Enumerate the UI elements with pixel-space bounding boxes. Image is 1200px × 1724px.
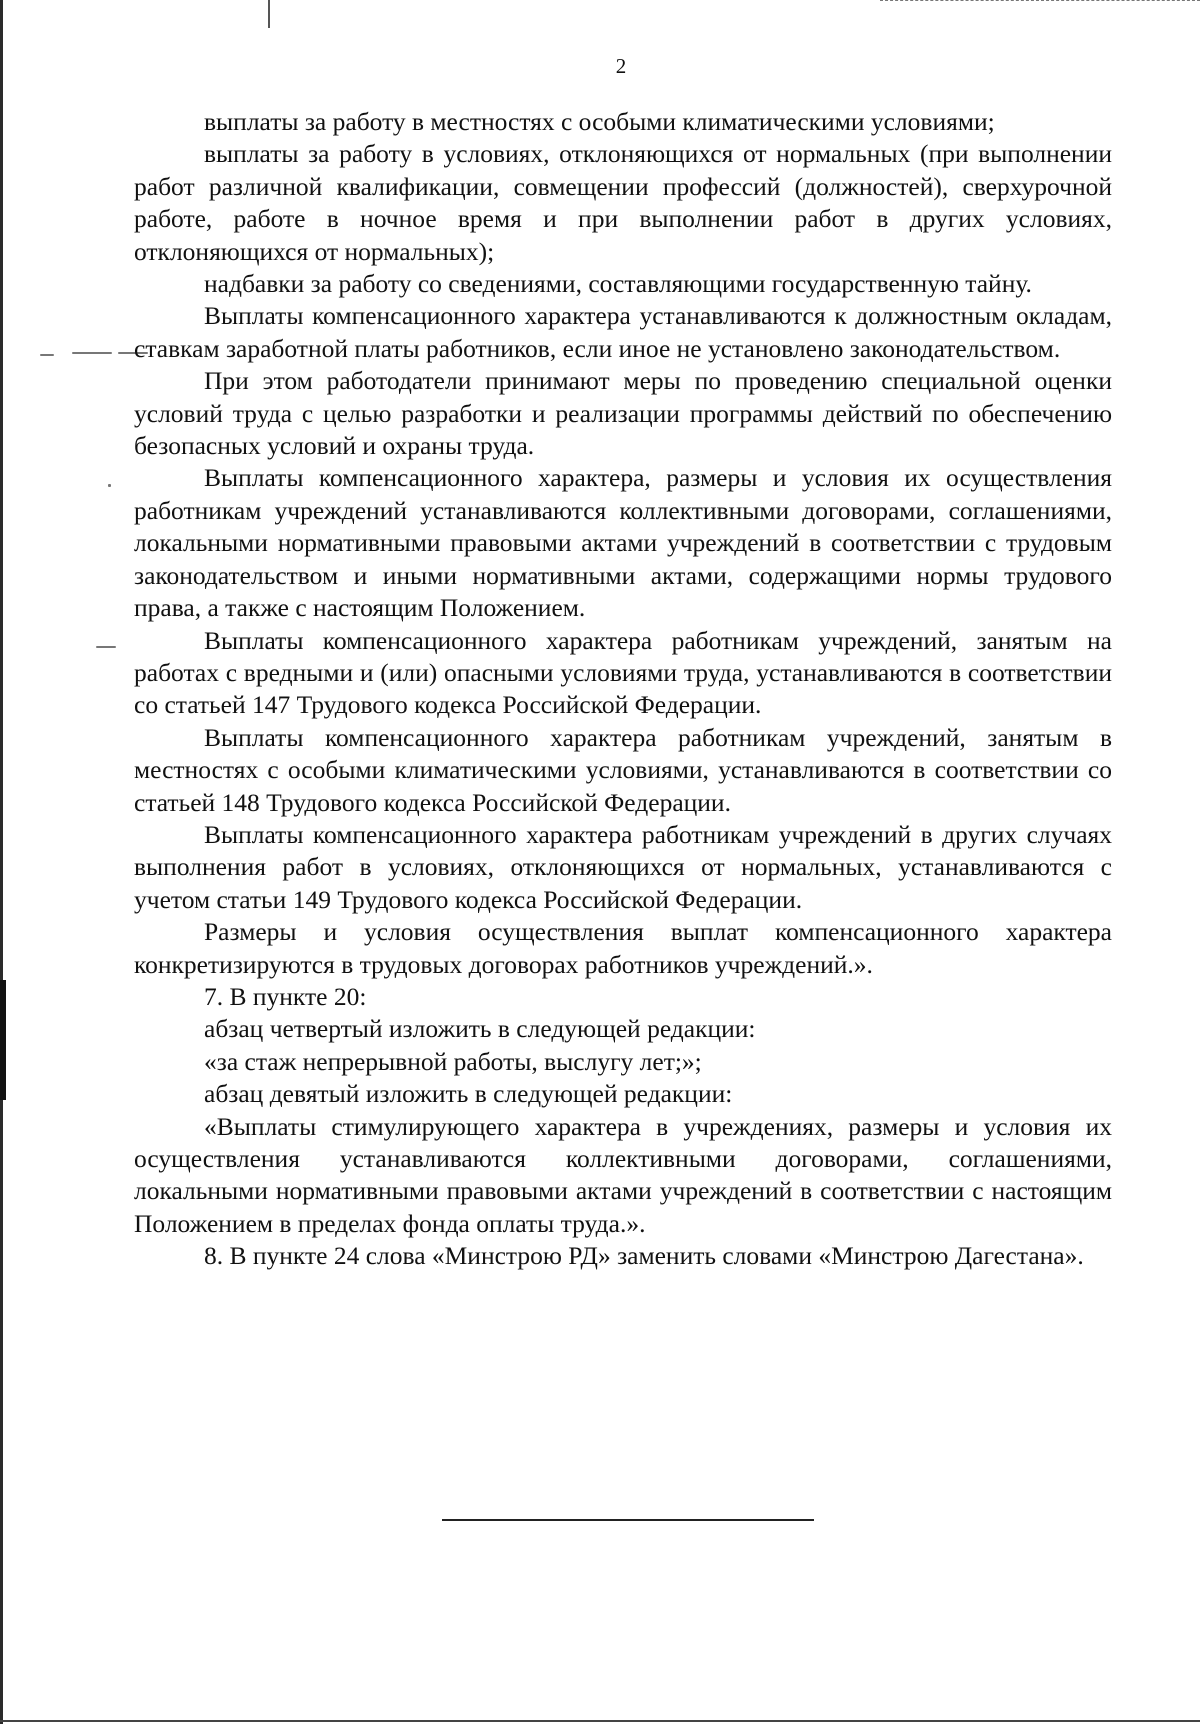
scan-speck bbox=[72, 352, 112, 354]
paragraph: Выплаты компенсационного характера устанавливаются к должностным окладам, ставкам заработной платы работников, если иное не установлено законодательством. bbox=[134, 301, 1112, 363]
document-body bbox=[134, 106, 1112, 1273]
paragraph: «Выплаты стимулирующего характера в учреждениях, размеры и условия их осуществления устанавливаются коллективными договорами, соглашениями, локальными нормативными правовыми актами учреждений в соответствии с настоящим Положением в пределах фонда оплаты труда.». bbox=[134, 1111, 1112, 1238]
scan-top-edge bbox=[880, 0, 1200, 2]
paragraph: Выплаты компенсационного характера работникам учреждений, занятым в местностях с особыми климатическими условиями, устанавливаются в соответствии со статьей 148 Трудового кодекса Российской Федерации. bbox=[134, 722, 1112, 817]
paragraph: При этом работодатели принимают меры по проведению специальной оценки условий труда с целью разработки и реализации программы действий по обеспечению безопасных условий и охраны труда. bbox=[134, 366, 1112, 461]
page-number: 2 bbox=[615, 54, 627, 78]
paragraph: Выплаты компенсационного характера работникам учреждений, занятым на работах с вредными и (или) опасными условиями труда, устанавливаются в соответствии со статьей 147 Трудового кодекса Российской Федерации. bbox=[134, 625, 1112, 720]
scan-speck bbox=[96, 646, 116, 648]
paragraph: абзац девятый изложить в следующей редакции: bbox=[204, 1079, 733, 1109]
scan-left-mark bbox=[0, 980, 6, 1100]
paragraph: Выплаты компенсационного характера работникам учреждений в других случаях выполнения работ в условиях, отклоняющихся от нормальных, устанавливаются с учетом статьи 149 Трудового кодекса Российской Федерации. bbox=[134, 819, 1112, 914]
paragraph: абзац четвертый изложить в следующей редакции: bbox=[204, 1014, 756, 1044]
scan-left-edge bbox=[0, 0, 3, 1724]
paragraph: 8. В пункте 24 слова «Минстрою РД» заменить словами «Минстрою Дагестана». bbox=[204, 1241, 1084, 1271]
paragraph: надбавки за работу со сведениями, составляющими государственную тайну. bbox=[204, 269, 1032, 299]
paragraph: выплаты за работу в местностях с особыми климатическими условиями; bbox=[204, 107, 995, 136]
scan-top-tick bbox=[268, 0, 270, 28]
end-separator-line bbox=[442, 1519, 814, 1521]
paragraph: «за стаж непрерывной работы, выслугу лет;»; bbox=[204, 1046, 702, 1076]
scan-bottom-edge bbox=[0, 1720, 1200, 1722]
scan-speck bbox=[40, 354, 54, 356]
paragraph: Размеры и условия осуществления выплат компенсационного характера конкретизируются в трудовых договорах работников учреждений.». bbox=[134, 917, 1112, 979]
paragraph: 7. В пункте 20: bbox=[204, 981, 367, 1011]
paragraph: выплаты за работу в условиях, отклоняющихся от нормальных (при выполнении работ различной квалификации, совмещении профессий (должностей), сверхурочной работе, работе в ночное время и при выполнении работ в других условиях, отклоняющихся от нормальных); bbox=[134, 139, 1112, 266]
scan-speck bbox=[108, 484, 111, 487]
paragraph: Выплаты компенсационного характера, размеры и условия их осуществления работникам учреждений устанавливаются коллективными договорами, соглашениями, локальными нормативными правовыми актами учреждений в соответствии с трудовым законодательством и иными нормативными актами, содержащими нормы трудового права, а также с настоящим Положением. bbox=[134, 463, 1112, 623]
